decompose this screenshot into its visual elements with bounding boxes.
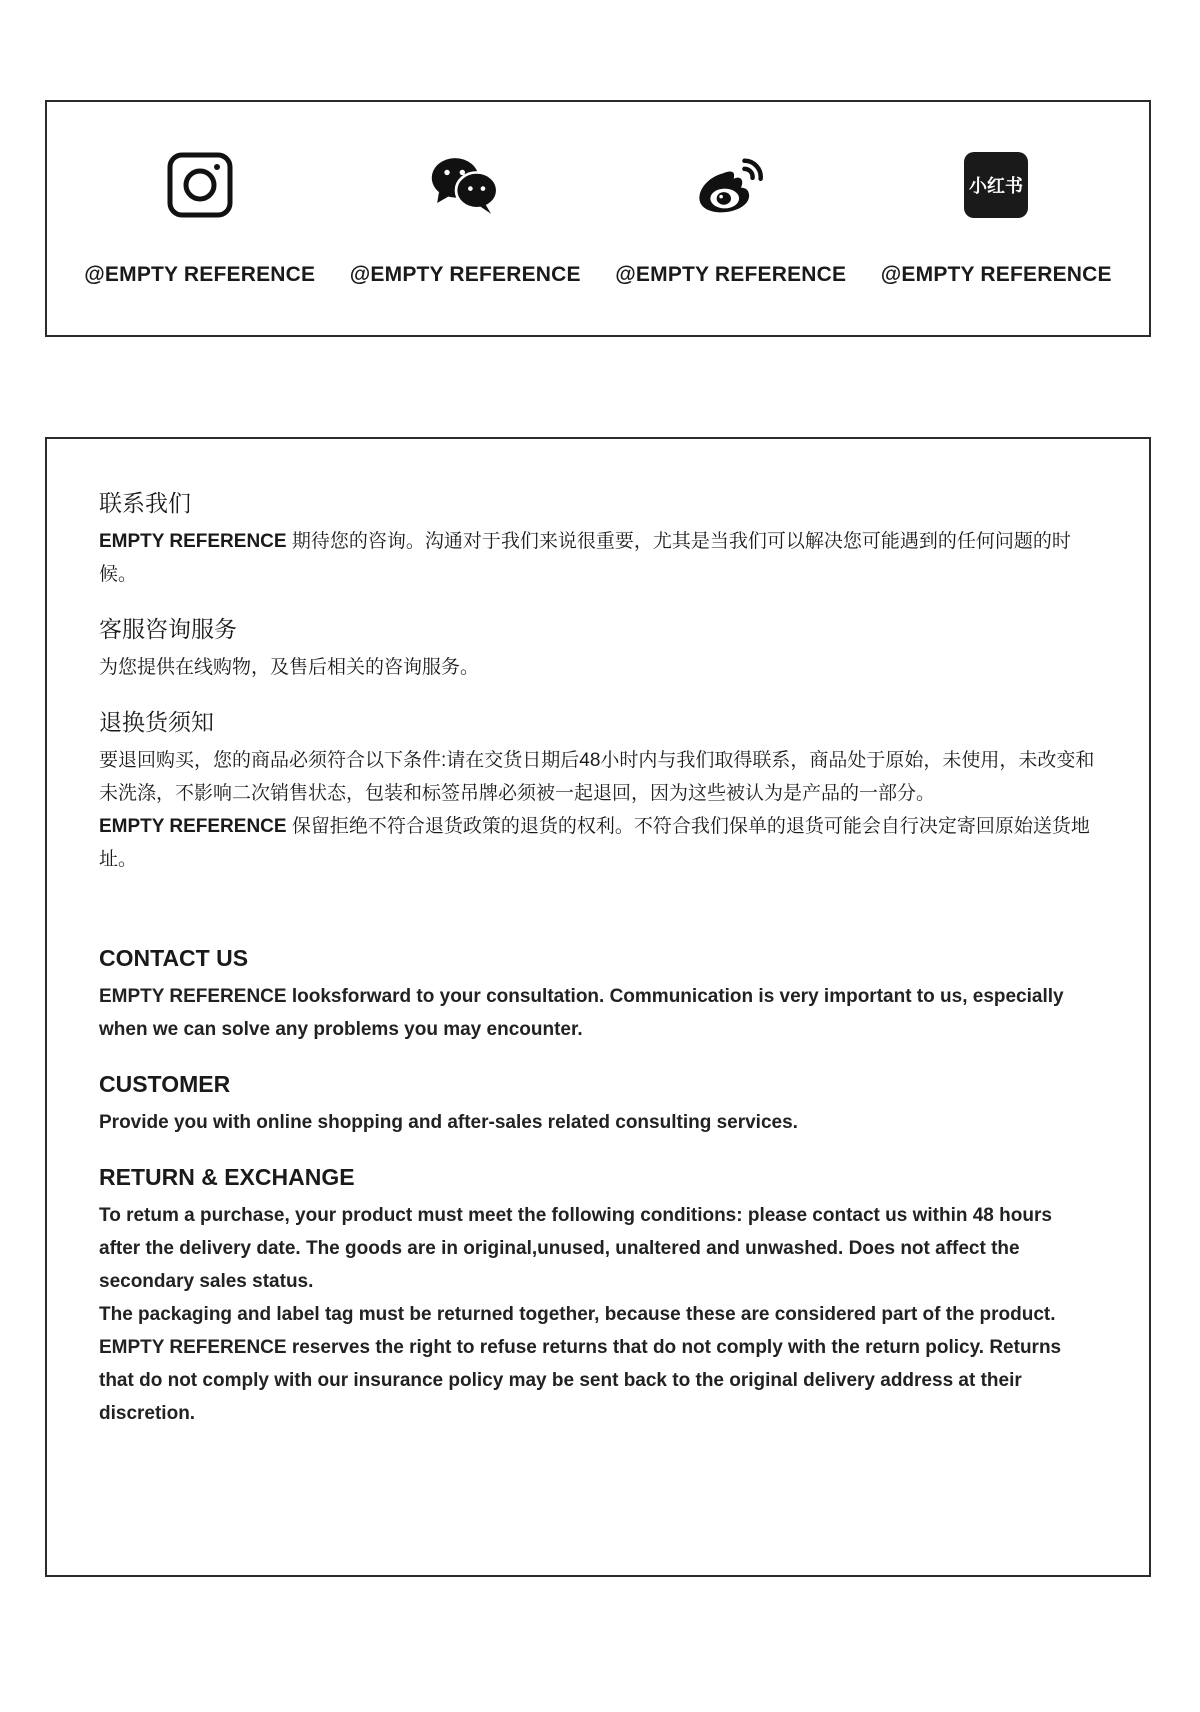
en-contact-title: CONTACT US <box>99 945 249 971</box>
instagram-handle[interactable]: @EMPTY REFERENCE <box>84 263 316 286</box>
social-weibo[interactable] <box>598 102 864 335</box>
wechat-icon[interactable] <box>430 150 500 220</box>
zh-return-title: 退换货须知 <box>99 709 214 735</box>
zh-customer-title: 客服咨询服务 <box>99 616 237 642</box>
en-return-text <box>99 1199 1097 1430</box>
zh-return-text <box>99 744 1097 876</box>
zh-return-body: 要退回购买，您的商品必须符合以下条件:请在交货日期后48小时内与我们取得联系，商品处于原始，未使用，未改变和未洗涤，不影响二次销售状态，包装和标签吊牌必须被一起退回，因为这些被认为是产品的一部分。 <box>99 750 1095 804</box>
en-return-line-2: The packaging and label tag must be returned together, because these are considered part of the product. <box>99 1304 1056 1325</box>
en-customer-title: CUSTOMER <box>99 1071 231 1097</box>
en-return-title: RETURN & EXCHANGE <box>99 1164 355 1190</box>
zh-contact-text <box>99 525 1097 591</box>
weibo-icon[interactable] <box>696 150 766 220</box>
social-links-panel <box>45 100 1151 337</box>
brand-name: EMPTY REFERENCE <box>99 531 287 552</box>
en-contact-text: EMPTY REFERENCE looksforward to your consultation. Communication is very important to us, especially when we can solve any problems you may encounter. <box>99 986 1064 1040</box>
instagram-icon[interactable] <box>165 150 235 220</box>
social-xiaohongshu[interactable] <box>864 102 1130 335</box>
wechat-handle[interactable]: @EMPTY REFERENCE <box>349 263 581 286</box>
zh-contact-title: 联系我们 <box>99 490 191 516</box>
weibo-handle[interactable]: @EMPTY REFERENCE <box>615 263 847 286</box>
zh-customer-text: 为您提供在线购物，及售后相关的咨询服务。 <box>99 657 480 678</box>
xiaohongshu-handle[interactable]: @EMPTY REFERENCE <box>880 263 1112 286</box>
zh-contact-body: 期待您的咨询。沟通对于我们来说很重要，尤其是当我们可以解决您可能遇到的任何问题的时候。 <box>99 531 1071 585</box>
en-return-line-1: To retum a purchase, your product must meet the following conditions: please contact us within 48 hours after the delivery date. The goods are in original,unused, unaltered and unwashed. Does not affect the secondary sales status. <box>99 1205 1052 1292</box>
zh-return-body-2: 保留拒绝不符合退货政策的退货的权利。不符合我们保单的退货可能会自行决定寄回原始送货地址。 <box>99 816 1090 870</box>
social-wechat[interactable] <box>333 102 599 335</box>
svg-text:小红书: 小红书 <box>969 176 1024 197</box>
en-return-line-3: EMPTY REFERENCE reserves the right to refuse returns that do not comply with the return policy. Returns that do not comply with our insurance policy may be sent back to the original delivery address at their discretion. <box>99 1337 1062 1424</box>
brand-name: EMPTY REFERENCE <box>99 816 287 837</box>
xiaohongshu-icon[interactable] <box>961 150 1031 220</box>
customer-info-panel <box>45 437 1151 1577</box>
en-customer-text: Provide you with online shopping and after-sales related consulting services. <box>99 1112 798 1133</box>
social-instagram[interactable] <box>67 102 333 335</box>
